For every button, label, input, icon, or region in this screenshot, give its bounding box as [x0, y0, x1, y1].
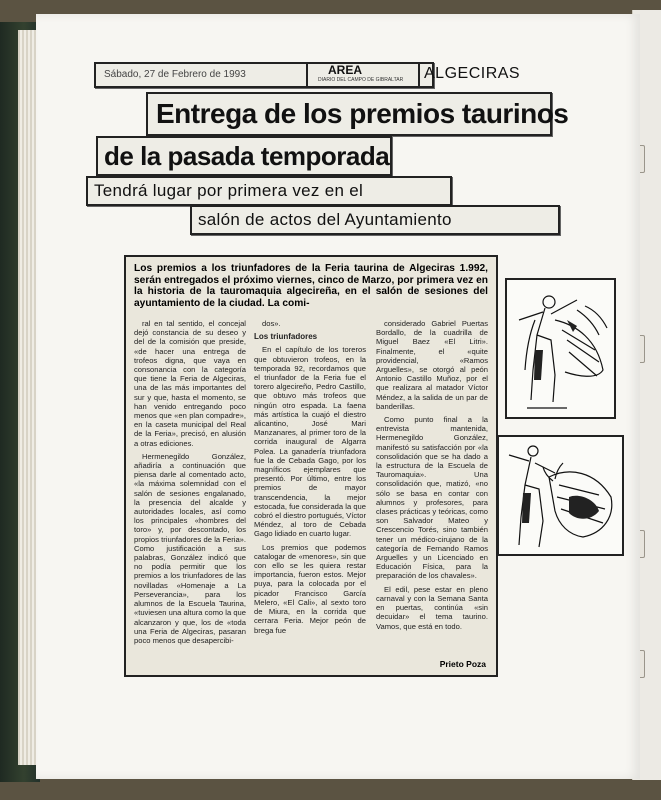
headline-line-2: de la pasada temporada: [96, 136, 392, 176]
paragraph: Los premios que podemos catalogar de «menores», sin que con ello se les quiera restar importancia, fueron estos. Mejor puya, para la colocada por el picador Francisco García Melero, «El Cali», al sexto toro de Miura, en la corrida que cerrara Feria. Mejor peón de brega fue: [254, 542, 366, 635]
matador-sketch-image: [505, 278, 616, 419]
section-label: ALGECIRAS: [424, 65, 521, 82]
article-column-1: [134, 319, 246, 649]
article-column-3: [376, 319, 488, 635]
subheadline-line-2: salón de actos del Ayuntamiento: [190, 205, 560, 235]
masthead-logo: AREA: [328, 63, 363, 77]
dateline-strip: [94, 62, 521, 88]
paragraph: Como punto final a la entrevista mantenida, Hermenegildo González, manifestó su satisfacción por «la consolidación que se ha dado a la estructura de la Escuela de Tauromaquia». Una consolidación que, matizó, «no sólo se basa en contar con alumnos y profesores, para clases prácticas y teóricas, como son Salvador Mateo y Crescencio Torés, sino también tener un médico-cirujano de la categoría de Fernando Ramos Arguelles y un Licenciado en Educación Física, para la preparación de los chavales».: [376, 415, 488, 581]
article-clipping: [124, 255, 498, 677]
bullfight-sketch-image: [497, 435, 624, 556]
matador-sketch-icon: [507, 280, 614, 417]
paragraph: En el capítulo de los toreros que obtuvieron trofeos, en la temporada 92, recordamos que el triunfador de la Feria fue el torero algecireño, Pedro Castillo, que obtuvo más trofeos que ningún otro espada. La faena más artística la cuajó el diestro alicantino, José Mari Manzanares, al primer toro de la corrida inaugural de Algarra Polea. La ganadería triunfadora fue la de Cebada Gago, por los magníficos ejemplares que presentó. Por último, entre los premios de mayor transcendencia, la mejor estocada, fue considerada la que cobró el diestro portugués, Víctor Méndez, al toro de Cebada Gago lidiado en cuarto lugar.: [254, 345, 366, 539]
paragraph: dos».: [262, 319, 281, 328]
article-column-2: [254, 319, 366, 639]
section-subhead: Los triunfadores: [254, 332, 318, 342]
paragraph: Hermenegildo González, añadiría a continuación que piensa darle al comentado acto, «la máxima solemnidad con el salón de sesiones engalanado, la presencia del alcalde y autoridades locales, así como los principales «hombres del toro» y, por descontado, los propios triunfadores de la Feria». Como justificación a sus palabras, González indicó que no podía permitir que los premios a los triunfadores de las novilladas «Homenaje a La Perseverancia», para los alumnos de la Escuela Taurina, «tuviesen una altura como la que alcanzaron y que, los de «toda una Feria de Algeciras, pasaran poco menos que desapercibi-: [134, 451, 246, 645]
headline-line-1: Entrega de los premios taurinos: [146, 92, 552, 136]
article-lead: Los premios a los triunfadores de la Feria taurina de Algeciras 1.992, serán entregados el próximo viernes, cinco de Marzo, por primera vez en la historia de la tauromaquia algecireña, en el salón de sesiones del ayuntamiento de la ciudad. La comi-: [134, 263, 488, 309]
paragraph: ral en tal sentido, el concejal dejó constancia de su deseo y del de la comisión que preside, «de hacer una entrega de trofeos digna, que vaya en consonancia con la categoría que tiene la Feria de Algeciras, una de las más importantes del sur y que, hasta el momento, se han venido entregando poco menos que «en plan compadre», en la caseta municipal del Real de la Feria», precisó, en alusión a otras ediciones.: [134, 319, 246, 448]
bullfight-sketch-icon: [499, 437, 622, 554]
paragraph: El edil, pese estar en pleno carnaval y con la Semana Santa en puertas, continúa «sin decuidar» el tema taurino. Vamos, que está en todo.: [376, 584, 488, 631]
paragraph: considerado Gabriel Puertas Bordallo, de la cuadrilla de Miguel Baez «El Litri». Finalmente, el «quite providencial, «Ramos Arguelles», se otorgó al peón Antonio Castillo Muñoz, por el que realizara al matador Víctor Méndez, a la salida de un par de banderillas.: [376, 319, 488, 411]
byline: Prieto Poza: [439, 659, 486, 669]
publication-date: Sábado, 27 de Febrero de 1993: [104, 69, 246, 80]
subheadline-line-1: Tendrá lugar por primera vez en el: [86, 176, 452, 206]
masthead-subtitle: DIARIO DEL CAMPO DE GIBRALTAR: [318, 77, 404, 83]
